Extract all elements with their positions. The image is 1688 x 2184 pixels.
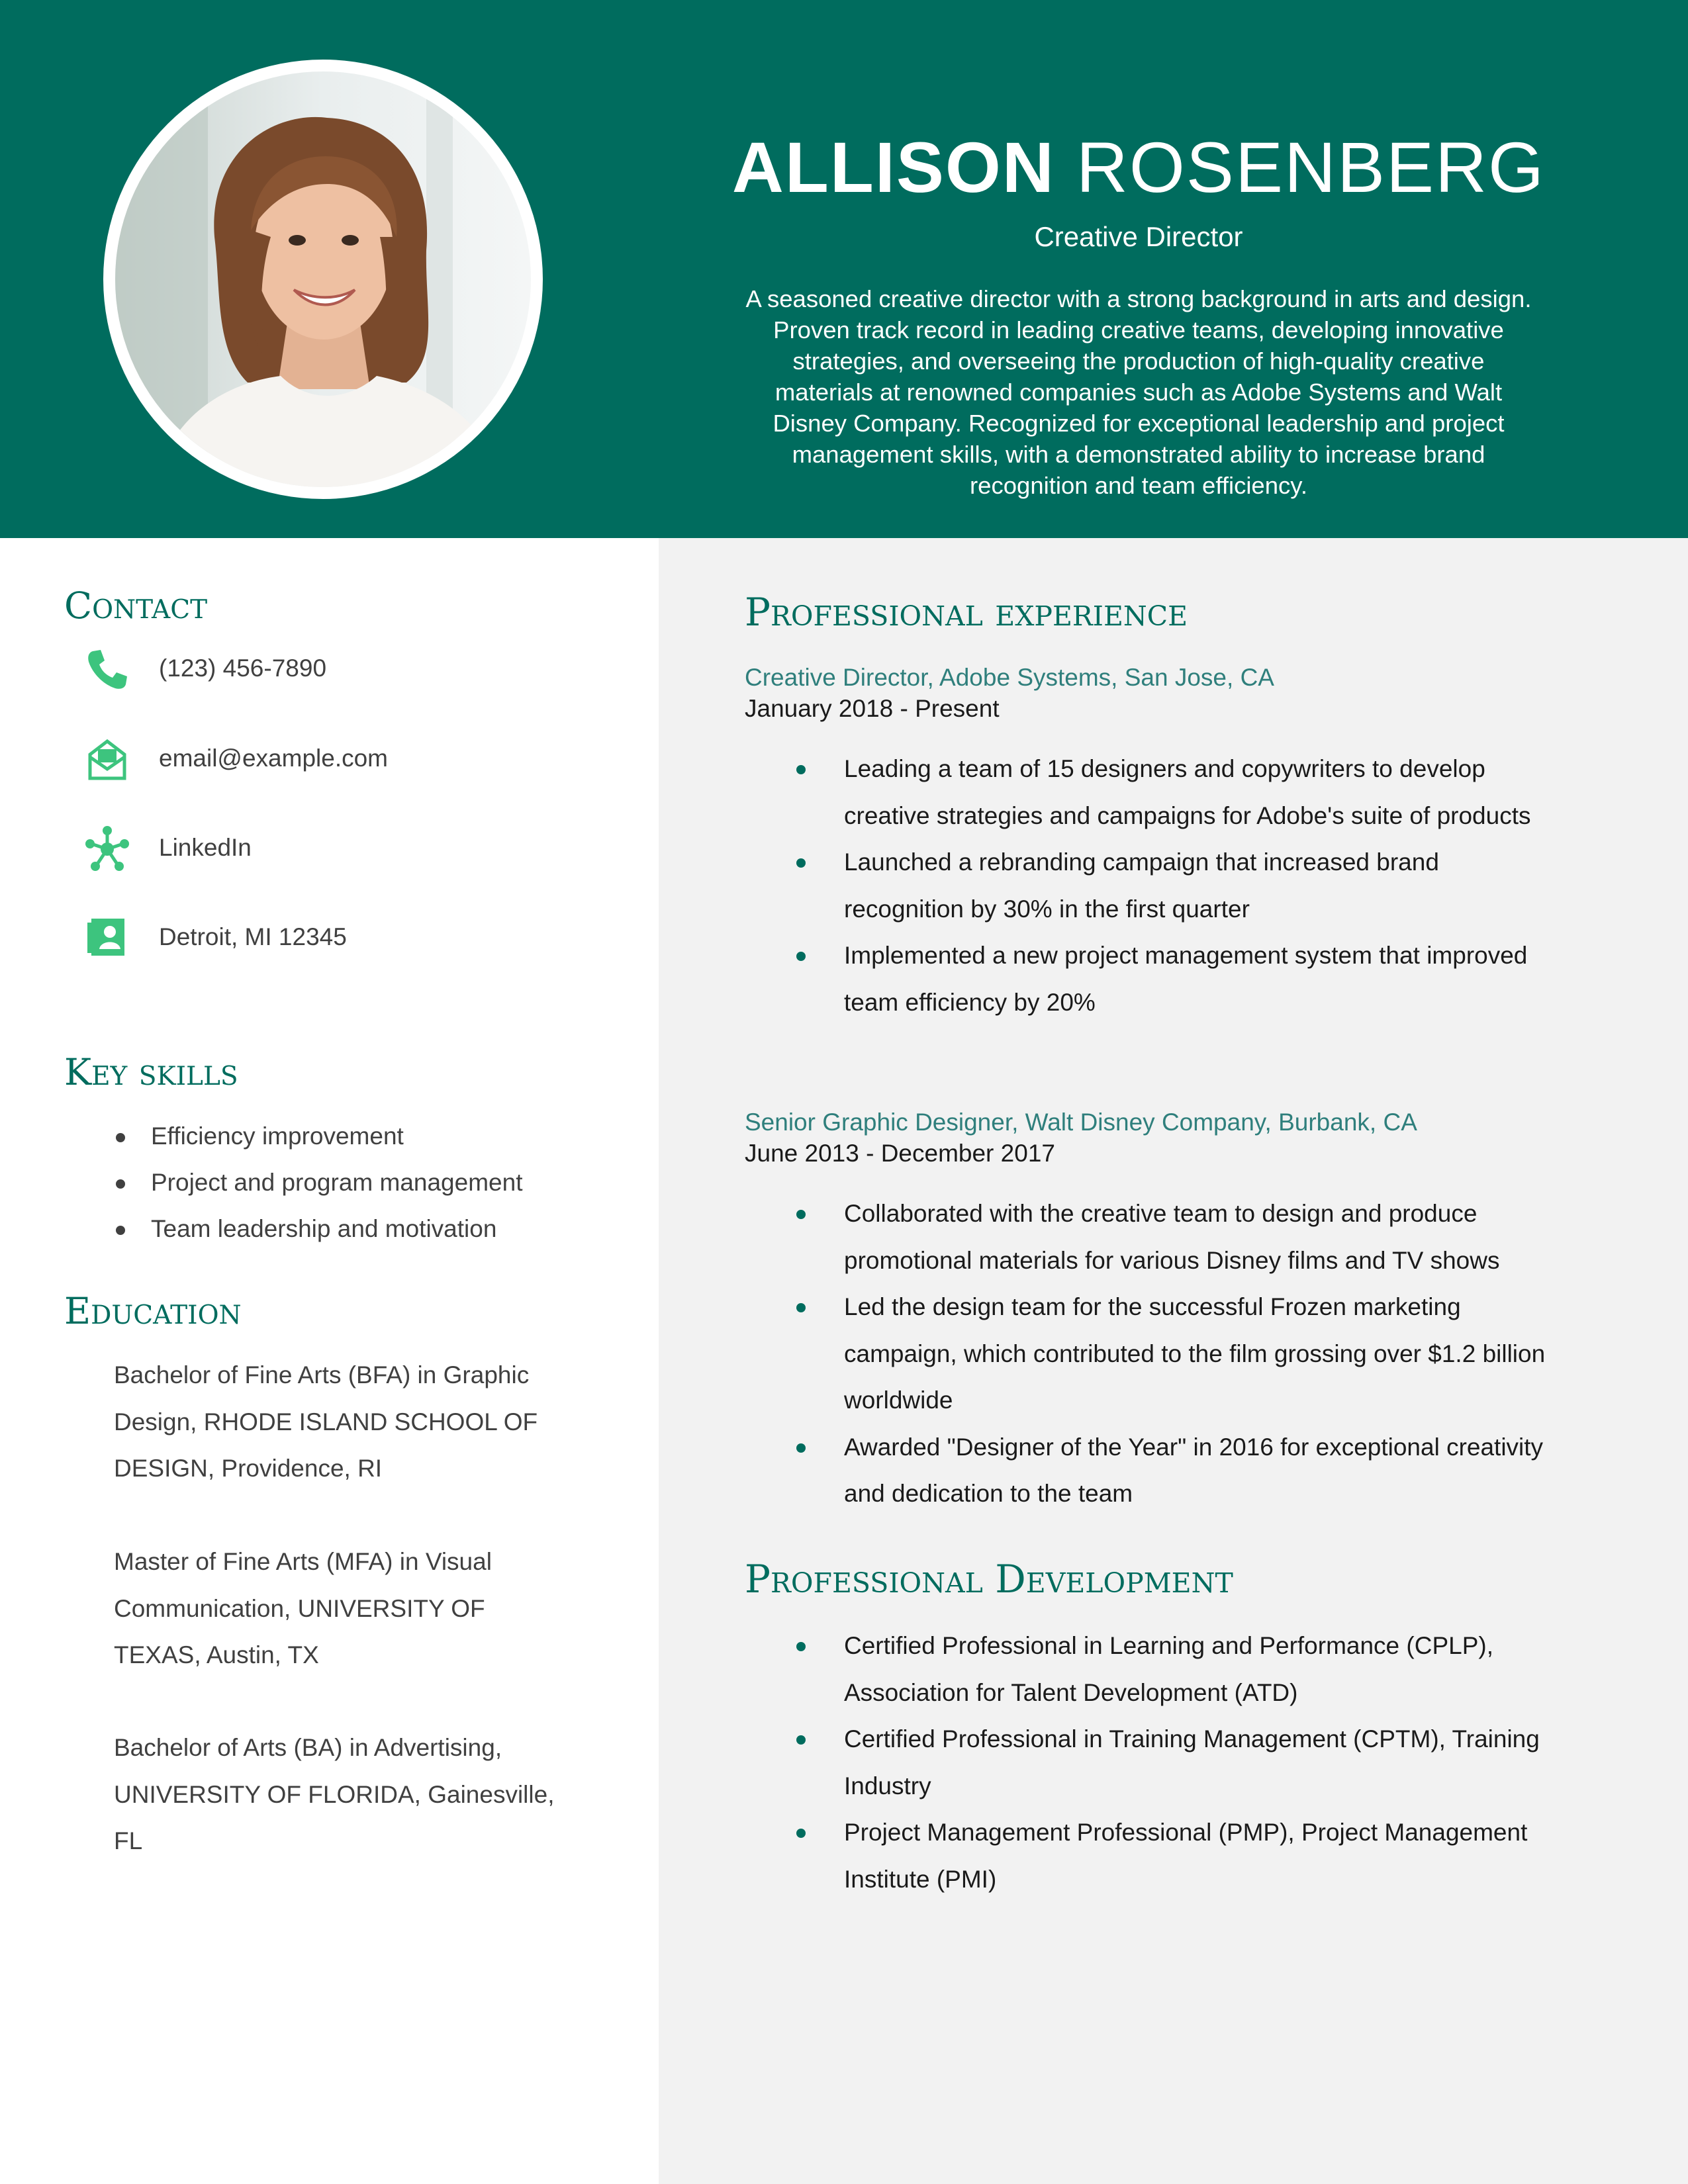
address-text: Detroit, MI 12345 (159, 923, 347, 950)
development-list (794, 1623, 1556, 1903)
address-card-icon (81, 912, 134, 965)
education-item: Bachelor of Fine Arts (BFA) in Graphic Design, RHODE ISLAND SCHOOL OF DESIGN, Providence, RI (114, 1361, 538, 1482)
job-role: Creative Director (1034, 221, 1243, 252)
job-bullets (794, 1191, 1556, 1518)
education-heading: Education (64, 1290, 242, 1332)
skill-item: Project and program management (116, 1160, 522, 1206)
linkedin-text[interactable]: LinkedIn (159, 834, 252, 861)
phone-icon (81, 643, 134, 696)
contact-linkedin (81, 823, 610, 876)
job-title: Senior Graphic Designer, Walt Disney Company, Burbank, CA (745, 1109, 1417, 1136)
job-bullet: Led the design team for the successful Frozen marketing campaign, which contributed to the film grossing over $1.2 billion worldwide (794, 1284, 1556, 1424)
job-bullet: Collaborated with the creative team to design and produce promotional materials for various Disney films and TV shows (794, 1191, 1556, 1284)
contact-email (81, 733, 610, 786)
header-banner (0, 0, 1688, 538)
profile-photo (115, 71, 531, 487)
development-item: Certified Professional in Training Management (CPTM), Training Industry (794, 1716, 1556, 1809)
job-dates: June 2013 - December 2017 (745, 1140, 1055, 1167)
contact-heading: Contact (64, 584, 208, 627)
education-item: Master of Fine Arts (MFA) in Visual Communication, UNIVERSITY OF TEXAS, Austin, TX (114, 1548, 492, 1668)
skills-list (116, 1113, 522, 1252)
job-title: Creative Director, Adobe Systems, San Jose, CA (745, 664, 1274, 691)
development-heading: Professional Development (745, 1557, 1233, 1602)
development-item: Project Management Professional (PMP), Project Management Institute (PMI) (794, 1809, 1556, 1903)
first-name: ALLISON (731, 127, 1055, 207)
education-item: Bachelor of Arts (BA) in Advertising, UNIVERSITY OF FLORIDA, Gainesville, FL (114, 1734, 555, 1854)
candidate-name (728, 124, 1549, 210)
last-name: ROSENBERG (1076, 127, 1546, 207)
job-bullet: Implemented a new project management system that improved team efficiency by 20% (794, 933, 1556, 1026)
job-bullet: Launched a rebranding campaign that increased brand recognition by 30% in the first quarter (794, 839, 1556, 933)
job-bullet: Leading a team of 15 designers and copywriters to develop creative strategies and campaigns for Adobe's suite of products (794, 746, 1556, 839)
profile-photo-illustration (115, 71, 531, 487)
profile-summary: A seasoned creative director with a strong background in arts and design. Proven track record in leading creative teams, developing innovative strategies, and overseeing the production of high-quality creative materials at renowned companies such as Adobe Systems and Walt Disney Company. Recognized for exceptional leadership and project management skills, with a demonstrated ability to increase brand recognition and team efficiency. (745, 285, 1532, 499)
skills-heading: Key skills (64, 1051, 238, 1093)
email-text: email@example.com (159, 745, 389, 772)
development-item: Certified Professional in Learning and Performance (CPLP), Association for Talent Development (ATD) (794, 1623, 1556, 1716)
phone-text: (123) 456-7890 (159, 655, 327, 682)
experience-heading: Professional experience (745, 590, 1188, 635)
email-icon (81, 733, 134, 786)
contact-phone (81, 643, 610, 696)
job-bullets (794, 746, 1556, 1026)
skill-item: Efficiency improvement (116, 1113, 522, 1160)
profile-photo-frame (103, 60, 543, 499)
job-dates: January 2018 - Present (745, 695, 1000, 722)
linkedin-icon (81, 823, 134, 876)
contact-address (81, 912, 610, 965)
job-bullet: Awarded "Designer of the Year" in 2016 for exceptional creativity and dedication to the team (794, 1424, 1556, 1518)
skill-item: Team leadership and motivation (116, 1206, 522, 1252)
